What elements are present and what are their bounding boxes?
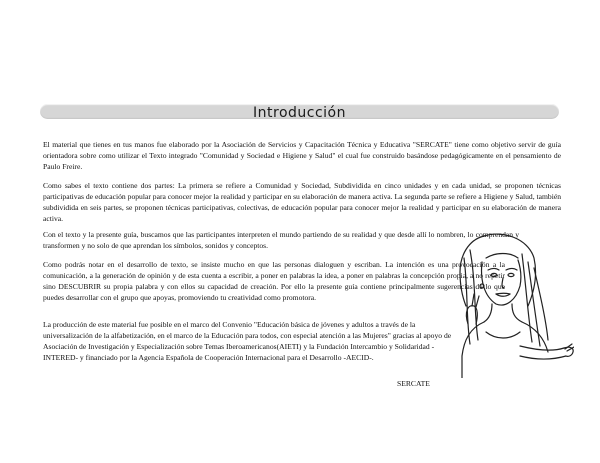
intro-paragraph-1: El material que tienes en tus manos fue elaborado por la Asociación de Servicios y Capacitación Técnica y Educativa "SERCATE" tiene como objetivo servir de guía orientadora sobre como utilizar el Texto integrado "Comunidad y Sociedad e Higiene y Salud" el cual fue construido basándose pedagógicamente en el pensamiento de Paulo Freire. <box>43 140 561 171</box>
title-banner <box>40 104 559 119</box>
intro-paragraph-3: Con el texto y la presente guía, buscamos que las participantes interpreten el mundo partiendo de su realidad y que desde allí lo nombren, lo comprendan y transformen y no solo de que aprendan los símbolos, sonidos y conceptos. <box>43 230 519 250</box>
page-title: Introducción <box>253 105 346 121</box>
woman-illustration <box>424 228 574 378</box>
intro-paragraph-2: Como sabes el texto contiene dos partes: La primera se refiere a Comunidad y Sociedad, Subdividida en cinco unidades y en cada unidad, se proponen técnicas participativas de educación popular para conocer mejor la realidad y participar en su elaboración de manera activa. La segunda parte se refiere a Higiene y Salud, también subdividida en seis partes, se proponen técnicas participativas, colectivas, de educación popular para conocer mejor la realidad y participar en su elaboración de manera activa. <box>43 181 561 223</box>
signature: SERCATE <box>397 379 430 388</box>
intro-paragraph-4: Como podrás notar en el desarrollo de texto, se insiste mucho en que las personas dialoguen y escriban. La intención es una provocación a la comunicación, a la generación de opinión y de esta cuenta a escribir, a poner en palabras la idea, a poner en palabras la concepción propia, a no repetir sino DESCUBRIR su propia palabra y con ellos su capacidad de creación. Por ello la presente guía contiene principalmente sugerencias de lo que puedes desarrollar con el grupo que apoyas, promoviendo tu creatividad como promotora. <box>43 260 505 302</box>
intro-paragraph-5: La producción de este material fue posible en el marco del Convenio "Educación básica de jóvenes y adultos a través de la universalización de la alfabetización, en el marco de la Educación para todos, con especial atención a las Mujeres" gracias al apoyo de Asociación de Investigación y Especialización sobre Temas Iberoamericanos(AIETI) y la Fundación Intercambio y Solidaridad -INTERED- y financiado por la Agencia Española de Cooperación Internacional para el Desarrollo -AECID-. <box>43 320 452 362</box>
